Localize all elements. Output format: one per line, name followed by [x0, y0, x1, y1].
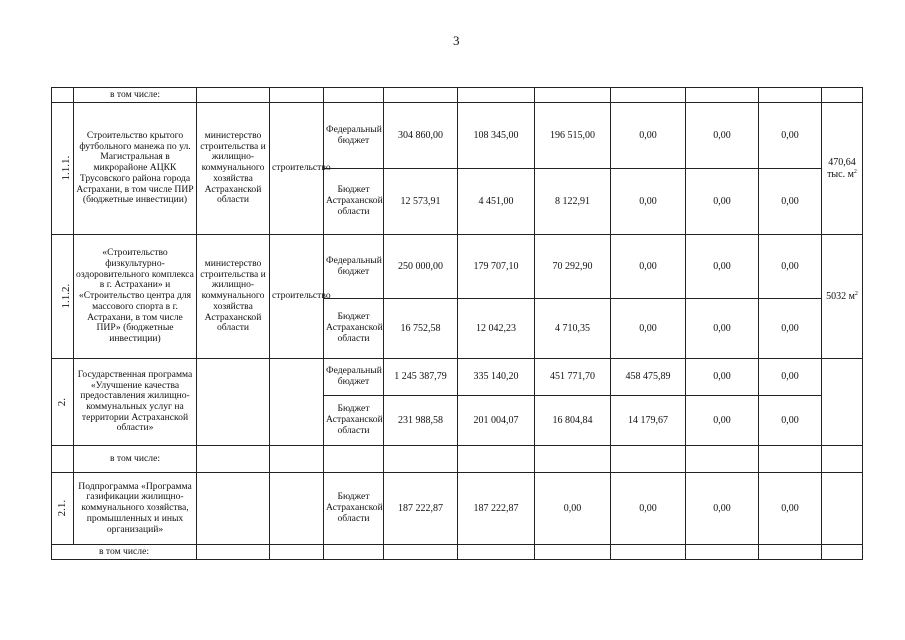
- row-number-cell: [52, 473, 74, 545]
- funding-source: Бюджет Астраханской области: [324, 299, 384, 359]
- funding-source: Бюджет Астраханской области: [324, 169, 384, 235]
- funding-source: Федеральный бюджет: [324, 235, 384, 299]
- amount-cell: 4 451,00: [458, 169, 535, 235]
- funding-source: Федеральный бюджет: [324, 103, 384, 169]
- capacity-unit-sup: 2: [854, 290, 858, 297]
- capacity-unit: тыс. м: [827, 168, 854, 180]
- activity-name: Строительство крытого футбольного манежа по ул. Магистральная в микрорайоне АЦКК Трусовского района города Астрахани, в том числе ПИР (бюджетные инвестиции): [74, 103, 197, 235]
- table-row-including-bottom: [52, 545, 863, 560]
- program-table: [51, 87, 863, 560]
- amount-cell: 0,00: [759, 299, 822, 359]
- work-type: строительство: [270, 235, 324, 359]
- capacity-cell: [822, 103, 863, 235]
- amount-cell: 0,00: [759, 103, 822, 169]
- amount-cell: 304 860,00: [384, 103, 458, 169]
- amount-cell: 0,00: [611, 473, 686, 545]
- capacity-value: 5032 м: [826, 290, 855, 302]
- amount-cell: 179 707,10: [458, 235, 535, 299]
- amount-cell: 0,00: [686, 396, 759, 446]
- amount-cell: 451 771,70: [535, 359, 611, 396]
- including-label: в том числе:: [52, 545, 197, 560]
- amount-cell: 231 988,58: [384, 396, 458, 446]
- executor: министерство строительства и жилищно-коммунального хозяйства Астраханской области: [197, 235, 270, 359]
- amount-cell: 0,00: [686, 359, 759, 396]
- capacity-value: 470,64: [828, 157, 856, 169]
- funding-source: Бюджет Астраханской области: [324, 473, 384, 545]
- amount-cell: 196 515,00: [535, 103, 611, 169]
- amount-cell: 12 573,91: [384, 169, 458, 235]
- capacity-unit-sup: 2: [853, 168, 857, 175]
- amount-cell: 108 345,00: [458, 103, 535, 169]
- row-number-cell: [52, 103, 74, 235]
- funding-source: Федеральный бюджет: [324, 359, 384, 396]
- amount-cell: 0,00: [759, 359, 822, 396]
- amount-cell: 458 475,89: [611, 359, 686, 396]
- amount-cell: 187 222,87: [458, 473, 535, 545]
- executor: министерство строительства и жилищно-коммунального хозяйства Астраханской области: [197, 103, 270, 235]
- amount-cell: 12 042,23: [458, 299, 535, 359]
- table-row-2-federal: [52, 359, 863, 396]
- activity-name: «Строительство физкультурно-оздоровительного комплекса в г. Астрахани» и «Строительство центра для массового спорта в г. Астрахани, в том числе ПИР» (бюджетные инвестиции): [74, 235, 197, 359]
- including-label: в том числе:: [74, 88, 197, 103]
- amount-cell: 0,00: [686, 299, 759, 359]
- amount-cell: 0,00: [686, 169, 759, 235]
- amount-cell: 0,00: [686, 235, 759, 299]
- amount-cell: 187 222,87: [384, 473, 458, 545]
- amount-cell: 16 804,84: [535, 396, 611, 446]
- amount-cell: 335 140,20: [458, 359, 535, 396]
- funding-source: Бюджет Астраханской области: [324, 396, 384, 446]
- work-type: строительство: [270, 103, 324, 235]
- amount-cell: 0,00: [611, 299, 686, 359]
- amount-cell: 201 004,07: [458, 396, 535, 446]
- amount-cell: 0,00: [686, 473, 759, 545]
- amount-cell: 70 292,90: [535, 235, 611, 299]
- amount-cell: 0,00: [611, 169, 686, 235]
- amount-cell: 250 000,00: [384, 235, 458, 299]
- amount-cell: 14 179,67: [611, 396, 686, 446]
- amount-cell: 0,00: [759, 169, 822, 235]
- table-row-111-federal: [52, 103, 863, 169]
- row-number-cell: [52, 359, 74, 446]
- amount-cell: 0,00: [759, 396, 822, 446]
- table-row-including-middle: [52, 446, 863, 473]
- amount-cell: 0,00: [759, 473, 822, 545]
- page-number: 3: [453, 33, 460, 48]
- including-label: в том числе:: [74, 446, 197, 473]
- table-row-112-federal: [52, 235, 863, 299]
- row-number: 2.1.: [56, 500, 69, 517]
- table-row-including-top: [52, 88, 863, 103]
- row-number: 2.: [56, 397, 69, 406]
- capacity-cell: [822, 235, 863, 359]
- activity-name: Подпрограмма «Программа газификации жилищно-коммунального хозяйства, промышленных и иных организаций»: [74, 473, 197, 545]
- amount-cell: 4 710,35: [535, 299, 611, 359]
- row-number: 1.1.1.: [60, 155, 73, 181]
- amount-cell: 0,00: [611, 103, 686, 169]
- activity-name: Государственная программа «Улучшение качества предоставления жилищно-коммунальных услуг на территории Астраханской области»: [74, 359, 197, 446]
- row-number: 1.1.2.: [60, 283, 73, 309]
- table-row-21: [52, 473, 863, 545]
- amount-cell: 16 752,58: [384, 299, 458, 359]
- amount-cell: 0,00: [759, 235, 822, 299]
- amount-cell: 8 122,91: [535, 169, 611, 235]
- amount-cell: 0,00: [686, 103, 759, 169]
- amount-cell: 1 245 387,79: [384, 359, 458, 396]
- row-number-cell: [52, 235, 74, 359]
- amount-cell: 0,00: [535, 473, 611, 545]
- amount-cell: 0,00: [611, 235, 686, 299]
